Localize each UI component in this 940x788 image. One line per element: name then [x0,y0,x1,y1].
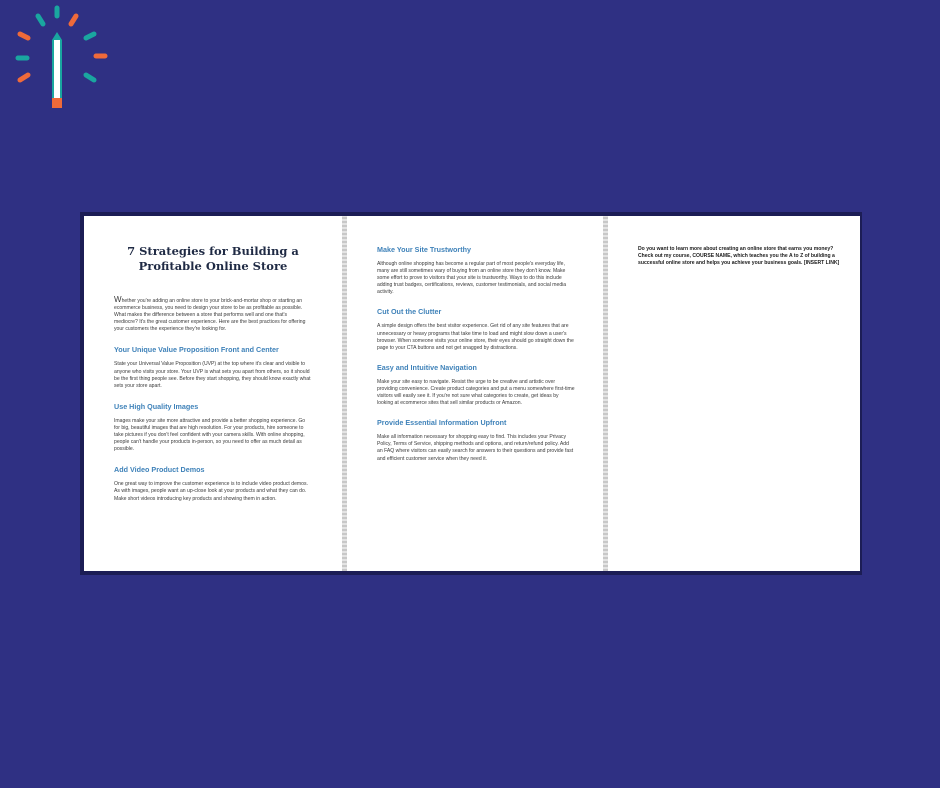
document-page-1 [84,216,342,571]
section-body: Make all information necessary for shopping easy to find. This includes your Privacy Policy, Terms of Service, shipping methods and options, and return/refund policy. Add an FAQ where visitors can easily search for answers to their questions and provide fast and efficient customer service when they need it. [377,434,574,462]
intro-paragraph: Whether you're adding an online store to your brick-and-mortar shop or starting an ecommerce business, you need to design your store to be as profitable as possible. What makes the difference between a store that performs well and one that's mediocre? It's the great customer experience. Here are the best practices for offering your customers the experience they're looking for. [114,295,306,333]
section-body: One great way to improve the customer experience is to include video product demos. As with images, people want an up-close look at your products and what they can do. Make short videos introducing key products and showing them in action. [114,481,308,502]
pencil-burst-icon [10,2,110,114]
section-body: Although online shopping has become a regular part of most people's everyday life, many are still sometimes wary of buying from an online store they don't know. Make some effort to prove to visitors that your site is trustworthy. Ways to do this include adding trust badges, certifications, reviews, customer testimonials, and social media activity. [377,261,567,296]
section-heading: Make Your Site Trustworthy [377,245,471,254]
section-heading: Use High Quality Images [114,401,199,411]
document-page-3 [608,216,860,571]
call-to-action-text: Do you want to learn more about creating an online store that earns you money? Check out my course, COURSE NAME, which teaches you the A to Z of building a successful online store and helps you achieve your business goals. [INSERT LINK] [638,246,840,267]
document-title: 7 Strategies for Building a Profitable Online Store [127,244,299,273]
section-heading: Your Unique Value Proposition Front and Center [114,345,279,355]
section-heading: Easy and Intuitive Navigation [377,362,477,372]
section-heading: Cut Out the Clutter [377,307,442,317]
section-body: State your Universal Value Proposition (UVP) at the top where it's clear and visible to anyone who visits your store. Your UVP is what sets you apart from others, so it should be the first thing people see. Before they start shopping, they should know exactly what sets your store apart. [114,361,311,389]
document-pages [84,216,858,571]
section-body: Images make your site more attractive and provide a better shopping experience. Go for big, beautiful images that are high resolution. For your products, hire someone to take pictures if you don't feel confident with your camera skills. With online shopping, people can't handle your products in-person, so you need to offer as much detail as possible. [114,417,306,453]
section-body: Make your site easy to navigate. Resist the urge to be creative and artistic over providing convenience. Create product categories and put a menu somewhere first-time visitors will easily see it. If you're not sure what categories to create, get ideas by looking at ecommerce sites that sell similar products or Amazon. [377,378,575,407]
document-spread [80,212,862,575]
section-heading: Provide Essential Information Upfront [377,418,507,428]
section-heading: Add Video Product Demos [114,465,205,475]
document-page-2 [347,216,603,571]
section-body: A simple design offers the best visitor experience. Get rid of any site features that are unnecessary or heavy programs that take time to load and might slow down a user's browser. When someone visits your online store, their eyes should go straight down the page to your CTA buttons and not get snagged by distractions. [377,323,574,351]
